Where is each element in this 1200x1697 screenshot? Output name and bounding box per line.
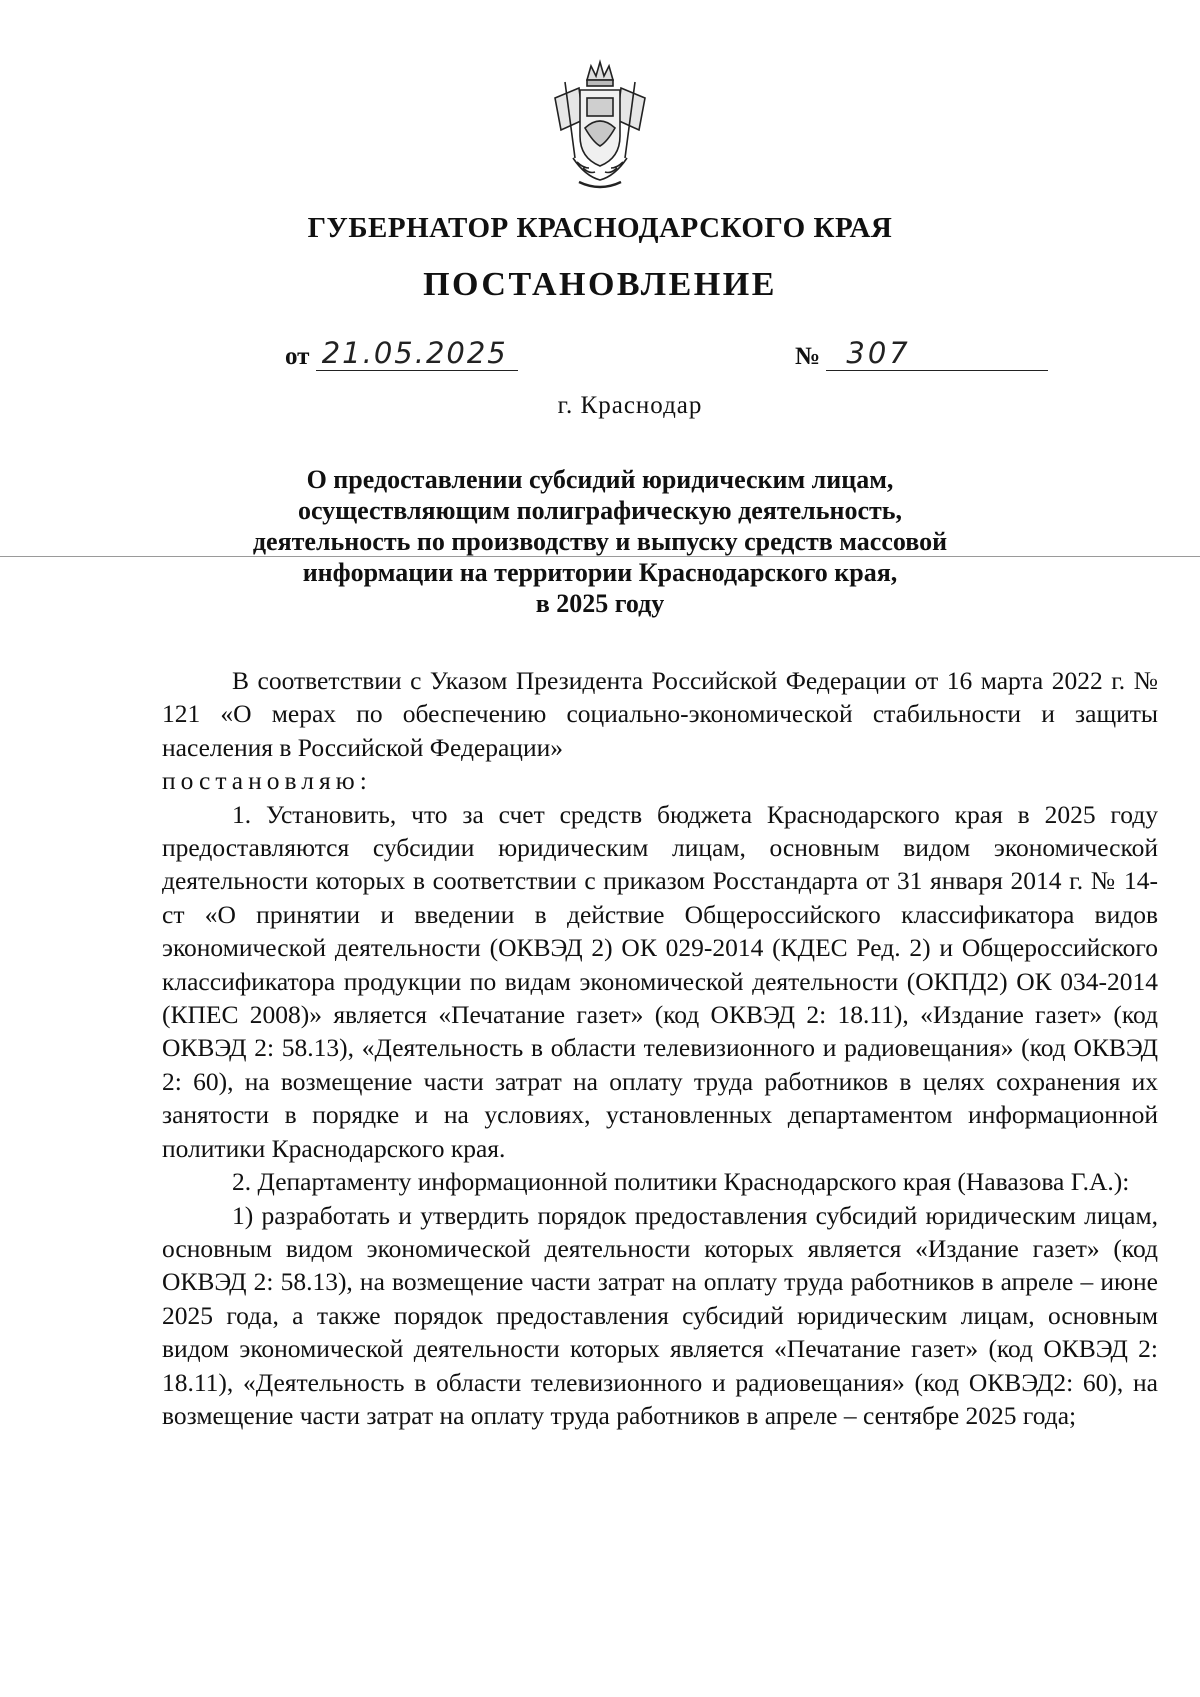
number-prefix: № — [795, 343, 821, 370]
date-prefix: от — [285, 343, 310, 370]
title-line: информации на территории Краснодарского края, — [302, 558, 898, 587]
title-line: О предоставлении субсидий юридическим лицам, — [306, 465, 894, 494]
paragraph-1: 1. Установить, что за счет средств бюджета Краснодарского края в 2025 году предоставляются субсидии юридическим лицам, основным видом экономической деятельности которых в соответствии с приказом Росстандарта от 31 января 2014 г. № 14-ст «О принятии и введении в действие Общероссийского классификатора видов экономической деятельности (ОКВЭД 2) ОК 029-2014 (КДЕС Ред. 2) и Общероссийского классификатора продукции по видам экономической деятельности (ОКПД2) ОК 034-2014 (КПЕС 2008)» является «Печатание газет» (код ОКВЭД 2: 18.11), «Издание газет» (код ОКВЭД 2: 58.13), «Деятельность в области телевизионного и радиовещания» (код ОКВЭД 2: 60), на возмещение части затрат на оплату труда работников в целях сохранения их занятости в порядке и на условиях, установленных департаментом информационной политики Краснодарского края. — [162, 799, 1158, 1163]
paragraph-2: 2. Департаменту информационной политики Краснодарского края (Навазова Г.А.): — [232, 1167, 1130, 1197]
coat-of-arms-emblem — [535, 58, 665, 193]
decree-word: постановляю: — [162, 766, 372, 796]
preamble-paragraph: В соответствии с Указом Президента Российской Федерации от 16 марта 2022 г. № 121 «О мерах по обеспечению социально-экономической стабильности и защиты населения в Российской Федерации» — [162, 666, 1158, 762]
issuing-authority: ГУБЕРНАТОР КРАСНОДАРСКОГО КРАЯ — [307, 212, 893, 244]
document-title — [130, 464, 1070, 619]
title-line: в 2025 году — [535, 589, 665, 618]
number-value: 307 — [826, 336, 1048, 371]
document-body — [162, 664, 1158, 1432]
document-type: ПОСТАНОВЛЕНИЕ — [423, 266, 777, 303]
date-value: 21.05.2025 — [316, 336, 518, 371]
title-line: деятельность по производству и выпуску средств массовой — [252, 527, 948, 556]
paragraph-2-item-1: 1) разработать и утвердить порядок предоставления субсидий юридическим лицам, основным видом экономической деятельности которых является «Издание газет» (код ОКВЭД 2: 58.13), на возмещение части затрат на оплату труда работников в апреле – июне 2025 года, а также порядок предоставления субсидий юридическим лицам, основным видом экономической деятельности которых является «Печатание газет» (код ОКВЭД 2: 18.11), «Деятельность в области телевизионного и радиовещания» (код ОКВЭД2: 60), на возмещение части затрат на оплату труда работников в апреле – сентябре 2025 года; — [162, 1200, 1158, 1430]
title-line: осуществляющим полиграфическую деятельность, — [297, 496, 903, 525]
date-field — [285, 336, 518, 382]
city-label: г. Краснодар — [557, 392, 703, 419]
scan-line-artifact — [0, 556, 1200, 557]
number-field — [795, 336, 1048, 382]
